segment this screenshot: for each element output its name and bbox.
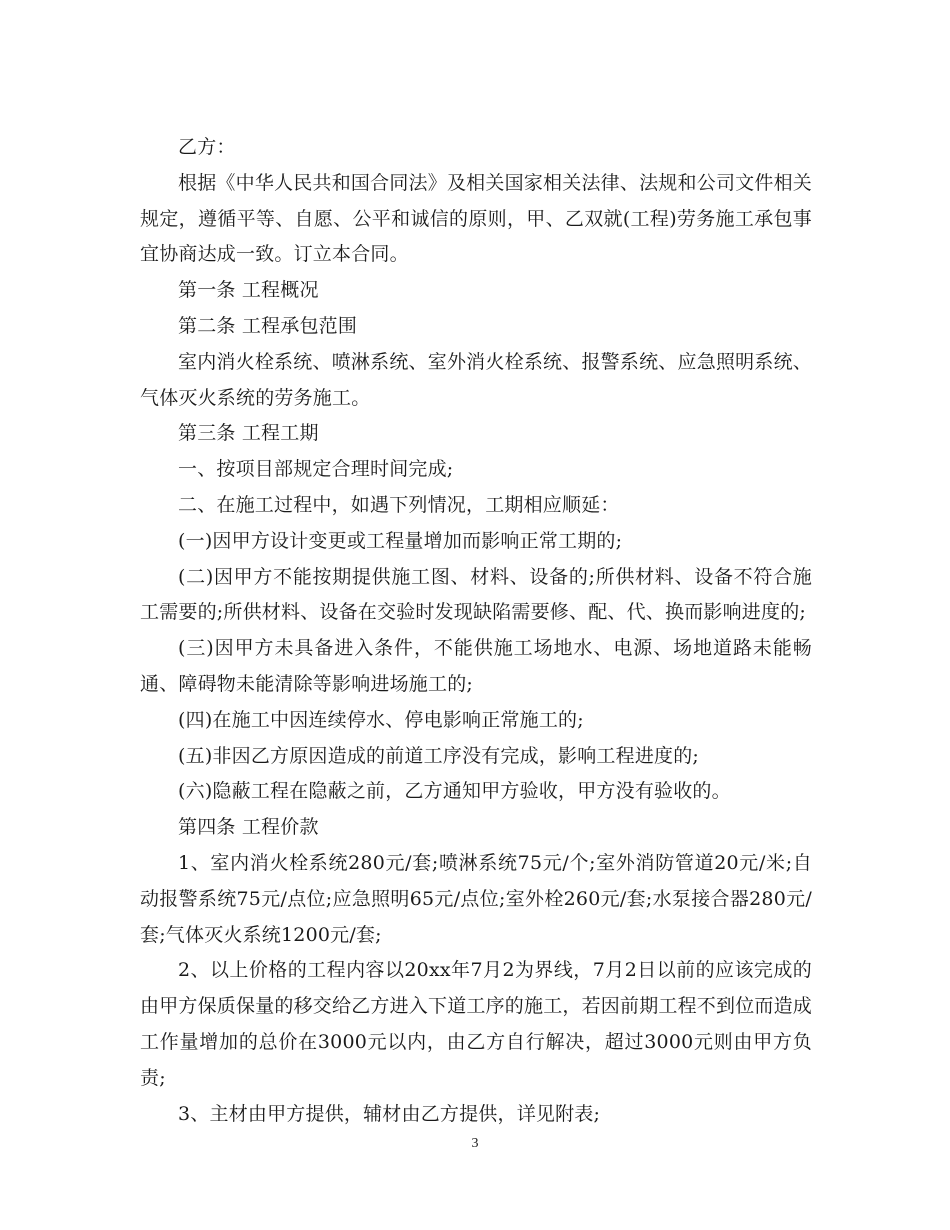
paragraph-delay-5: (五)非因乙方原因造成的前道工序没有完成，影响工程进度的; bbox=[178, 744, 700, 767]
paragraph-schedule-2: 二、在施工过程中，如遇下列情况，工期相应顺延： bbox=[178, 493, 620, 516]
paragraph-preamble: 根据《中华人民共和国合同法》及相关国家相关法律、法规和公司文件相关规定，遵循平等、自愿、公平和诚信的原则，甲、乙双就(工程)劳务施工承包事宜协商达成一致。订立本合同。 bbox=[140, 171, 812, 266]
paragraph-delay-3: (三)因甲方未具备进入条件，不能供施工场地水、电源、场地道路未能畅通、障碍物未能清除等影响进场施工的; bbox=[140, 637, 812, 695]
paragraph-schedule-1: 一、按项目部规定合理时间完成; bbox=[178, 458, 454, 481]
article-2-heading: 第二条 工程承包范围 bbox=[178, 314, 358, 337]
paragraph-delay-2: (二)因甲方不能按期提供施工图、材料、设备的;所供材料、设备不符合施工需要的;所供材料、设备在交验时发现缺陷需要修、配、代、换而影响进度的; bbox=[140, 565, 812, 624]
paragraph-party-b: 乙方： bbox=[178, 136, 236, 158]
article-4-heading: 第四条 工程价款 bbox=[178, 816, 319, 839]
paragraph-delay-6: (六)隐蔽工程在隐蔽之前，乙方通知甲方验收，甲方没有验收的。 bbox=[178, 780, 731, 803]
paragraph-delay-4: (四)在施工中因连续停水、停电影响正常施工的; bbox=[178, 708, 584, 731]
paragraph-price-1: 1、室内消火栓系统280元/套;喷淋系统75元/个;室外消防管道20元/米;自动报警系统75元/点位;应急照明65元/点位;室外栓260元/套;水泵接合器280元/套;气体灭火系统1200元/套; bbox=[140, 851, 812, 946]
page-number: 3 bbox=[471, 1136, 479, 1151]
paragraph-scope: 室内消火栓系统、喷淋系统、室外消火栓系统、报警系统、应急照明系统、气体灭火系统的劳务施工。 bbox=[140, 350, 812, 409]
document-body bbox=[140, 130, 812, 1132]
article-1-heading: 第一条 工程概况 bbox=[178, 279, 319, 302]
paragraph-price-3: 3、主材由甲方提供，辅材由乙方提供，详见附表; bbox=[178, 1102, 601, 1125]
paragraph-delay-1: (一)因甲方设计变更或工程量增加而影响正常工期的; bbox=[178, 529, 623, 552]
article-3-heading: 第三条 工程工期 bbox=[178, 422, 319, 445]
paragraph-price-2: 2、以上价格的工程内容以20xx年7月2为界线，7月2日以前的应该完成的由甲方保质保量的移交给乙方进入下道工序的施工，若因前期工程不到位而造成工作量增加的总价在3000元以内，由乙方自行解决，超过3000元则由甲方负责; bbox=[140, 959, 813, 1089]
